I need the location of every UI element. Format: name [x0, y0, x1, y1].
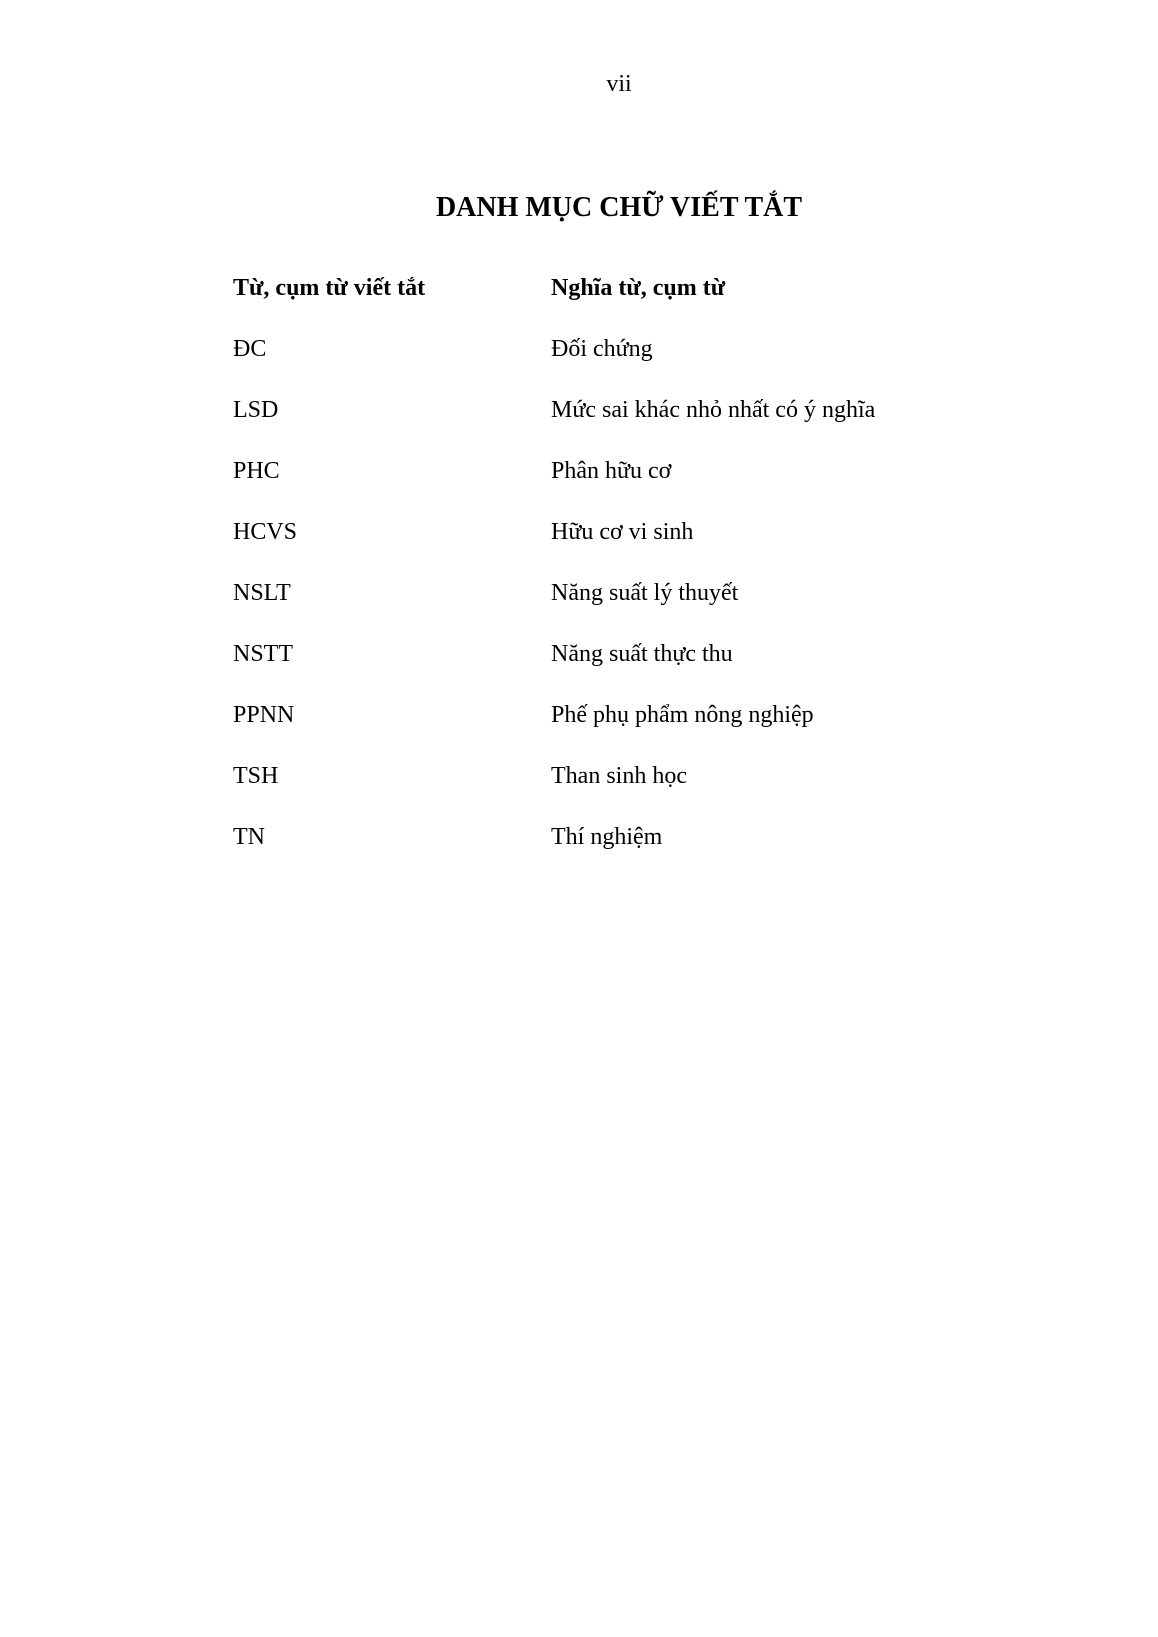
- meaning-cell: Đối chứng: [551, 336, 653, 362]
- abbreviation-cell: PHC: [233, 458, 280, 484]
- header-meaning: Nghĩa từ, cụm từ: [551, 275, 726, 301]
- header-abbreviation: Từ, cụm từ viết tắt: [233, 275, 426, 301]
- table-row: [233, 762, 953, 823]
- abbreviation-cell: LSD: [233, 397, 279, 423]
- table-row: [233, 518, 953, 579]
- table-row: [233, 823, 953, 884]
- abbreviation-cell: TN: [233, 824, 265, 850]
- table-row: [233, 579, 953, 640]
- abbreviation-cell: ĐC: [233, 336, 267, 362]
- meaning-cell: Năng suất lý thuyết: [551, 580, 739, 606]
- table-row: [233, 640, 953, 701]
- abbreviation-cell: TSH: [233, 763, 279, 789]
- meaning-cell: Than sinh học: [551, 763, 687, 789]
- meaning-cell: Hữu cơ vi sinh: [551, 519, 694, 545]
- meaning-cell: Thí nghiệm: [551, 824, 663, 850]
- page-title: DANH MỤC CHỮ VIẾT TẮT: [435, 192, 803, 223]
- table-row: [233, 457, 953, 518]
- meaning-cell: Phân hữu cơ: [551, 458, 672, 484]
- page-number: vii: [606, 71, 632, 97]
- table-row: [233, 701, 953, 762]
- abbreviation-table: [233, 274, 953, 884]
- abbreviation-cell: NSTT: [233, 641, 293, 667]
- meaning-cell: Năng suất thực thu: [551, 641, 733, 667]
- table-row: [233, 335, 953, 396]
- abbreviation-cell: NSLT: [233, 580, 291, 606]
- meaning-cell: Phế phụ phẩm nông nghiệp: [551, 702, 814, 728]
- meaning-cell: Mức sai khác nhỏ nhất có ý nghĩa: [551, 397, 876, 423]
- table-header-row: [233, 274, 953, 335]
- abbreviation-cell: PPNN: [233, 702, 295, 728]
- table-row: [233, 396, 953, 457]
- abbreviation-cell: HCVS: [233, 519, 298, 545]
